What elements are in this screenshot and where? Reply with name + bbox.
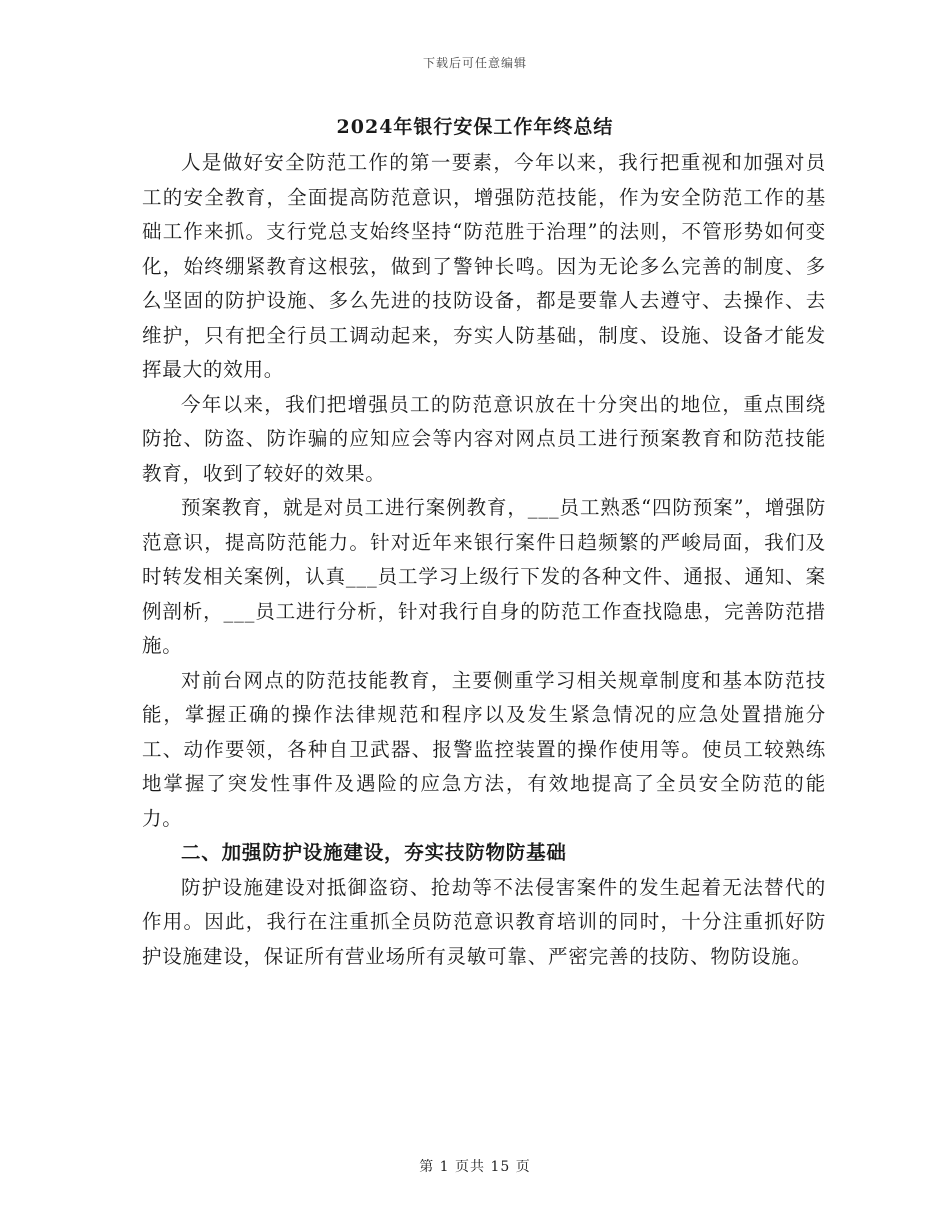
paragraph: 对前台网点的防范技能教育，主要侧重学习相关规章制度和基本防范技能，掌握正确的操作法律规范和程序以及发生紧急情况的应急处置措施分工、动作要领，各种自卫武器、报警监控装置的操作使用等。使员工较熟练地掌握了突发性事件及遇险的应急方法，有效地提高了全员安全防范的能力。: [142, 668, 826, 830]
paragraph: 防护设施建设对抵御盗窃、抢劫等不法侵害案件的发生起着无法替代的作用。因此，我行在注重抓全员防范意识教育培训的同时，十分注重抓好防护设施建设，保证所有营业场所有灵敏可靠、严密完善的技防、物防设施。: [142, 875, 826, 968]
page-footer: 第 1 页共 15 页: [419, 1159, 531, 1175]
paragraph: 今年以来，我们把增强员工的防范意识放在十分突出的地位，重点围绕防抢、防盗、防诈骗的应知应会等内容对网点员工进行预案教育和防范技能教育，收到了较好的效果。: [142, 392, 826, 485]
paragraph: 预案教育，就是对员工进行案例教育，___员工熟悉“四防预案”，增强防范意识，提高防范能力。针对近年来银行案件日趋频繁的严峻局面，我们及时转发相关案例，认真___员工学习上级行下发的各种文件、通报、通知、案例剖析，___员工进行分析，针对我行自身的防范工作查找隐患，完善防范措施。: [142, 496, 826, 657]
document-title: 2024年银行安保工作年终总结: [336, 116, 614, 138]
header-note: 下载后可任意编辑: [422, 56, 527, 70]
document-body: [142, 146, 826, 974]
section-heading: 二、加强防护设施建设，夯实技防物防基础: [181, 841, 567, 864]
paragraph: 人是做好安全防范工作的第一要素，今年以来，我行把重视和加强对员工的安全教育，全面提高防范意识，增强防范技能，作为安全防范工作的基础工作来抓。支行党总支始终坚持“防范胜于治理”的法则，不管形势如何变化，始终绷紧教育这根弦，做到了警钟长鸣。因为无论多么完善的制度、多么坚固的防护设施、多么先进的技防设备，都是要靠人去遵守、去操作、去维护，只有把全行员工调动起来，夯实人防基础，制度、设施、设备才能发挥最大的效用。: [142, 151, 826, 381]
